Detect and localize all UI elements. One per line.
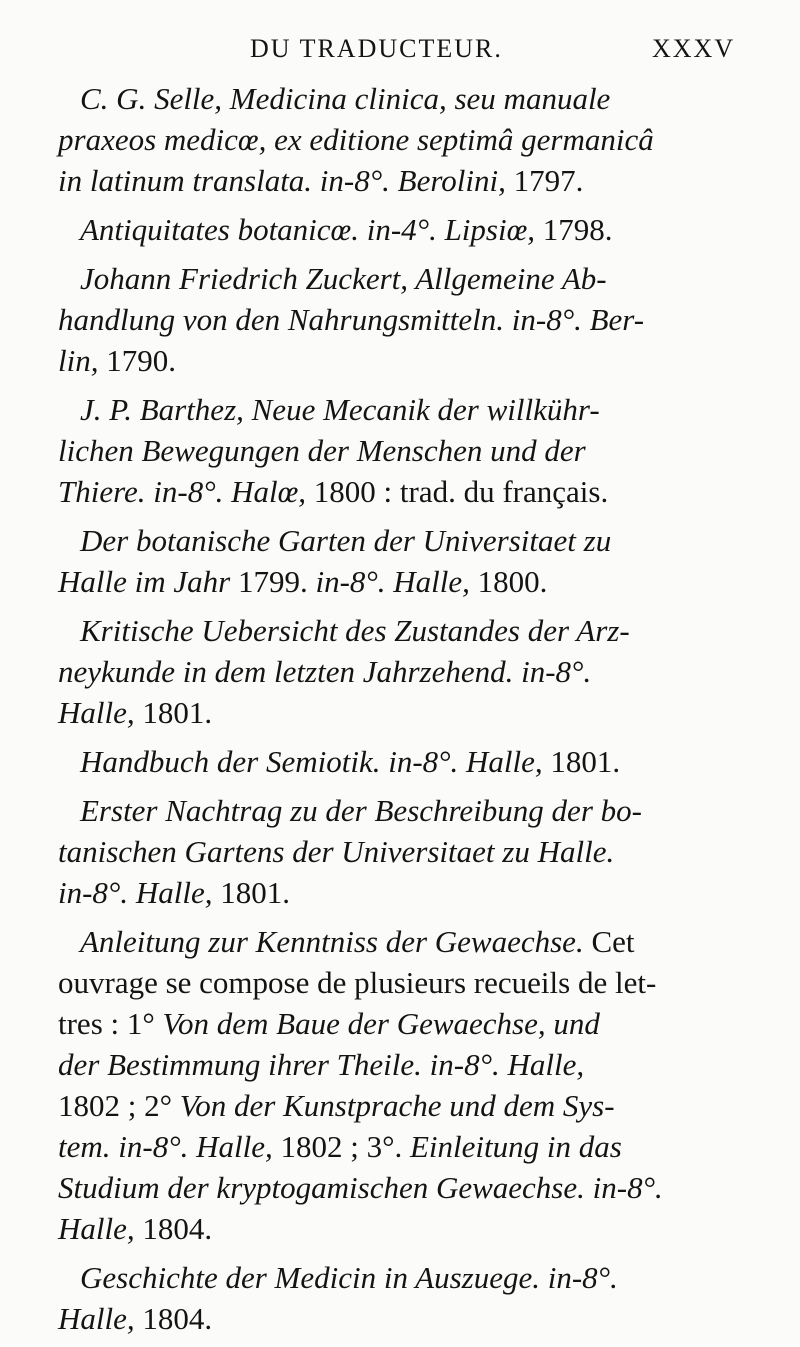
running-header [0, 34, 800, 64]
roman-text: 1797. [513, 163, 584, 198]
running-title: DU TRADUCTEUR. [250, 34, 503, 63]
bibliography-entry [58, 741, 758, 782]
italic-text: Von der Kunstprache und dem Sys- [179, 1088, 615, 1123]
italic-text: Von dem Baue der Gewaechse, und [162, 1006, 600, 1041]
italic-text: Einleitung in das [409, 1129, 622, 1164]
entry-line [58, 299, 758, 340]
roman-text: 1801. [550, 744, 621, 779]
entry-line [58, 1208, 758, 1249]
bibliography-entry [58, 921, 758, 1249]
italic-text: Handbuch der Semiotik. in-8°. Halle, [80, 744, 551, 779]
bibliography-entry [58, 389, 758, 512]
italic-text: tanischen Gartens der Universitaet zu Halle. [58, 834, 615, 869]
roman-text: 1800 : trad. du français. [313, 474, 609, 509]
bibliography-entry [58, 78, 758, 201]
italic-text: der Bestimmung ihrer Theile. in-8°. Halle, [58, 1047, 585, 1082]
entry-line [58, 831, 758, 872]
bibliography-list [58, 78, 758, 1347]
bibliography-entry [58, 610, 758, 733]
bibliography-entry [58, 258, 758, 381]
entry-line [58, 1257, 758, 1298]
entry-line [58, 1003, 758, 1044]
italic-text: Halle, [58, 1211, 143, 1246]
italic-text: in-8°. Halle, [58, 875, 221, 910]
entry-line [58, 741, 758, 782]
entry-line [58, 1167, 758, 1208]
roman-text: 1798. [542, 212, 613, 247]
italic-text: Der botanische Garten der Universitaet zu [80, 523, 612, 558]
entry-line [58, 692, 758, 733]
bibliography-entry [58, 520, 758, 602]
entry-line [58, 1085, 758, 1126]
italic-text: Erster Nachtrag zu der Beschreibung der bo- [80, 793, 642, 828]
roman-text: 1801. [220, 875, 290, 910]
entry-line [58, 962, 758, 1003]
italic-text: praxeos medicœ, ex editione septimâ germanicâ [58, 122, 654, 157]
entry-line [58, 561, 758, 602]
roman-text: 1802 ; 3°. [280, 1129, 410, 1164]
italic-text: J. P. Barthez, Neue Mecanik der willkühr- [80, 392, 600, 427]
italic-text: in-8°. Halle, [315, 564, 478, 599]
italic-text: lichen Bewegungen der Menschen und der [58, 433, 586, 468]
entry-line [58, 651, 758, 692]
bibliography-entry [58, 790, 758, 913]
entry-line [58, 1044, 758, 1085]
entry-line [58, 78, 758, 119]
entry-line [58, 471, 758, 512]
italic-text: lin, [58, 343, 107, 378]
entry-line [58, 209, 758, 250]
entry-line [58, 258, 758, 299]
entry-line [58, 790, 758, 831]
italic-text: Johann Friedrich Zuckert, Allgemeine Ab- [80, 261, 607, 296]
italic-text: tem. in-8°. Halle, [58, 1129, 281, 1164]
entry-line [58, 921, 758, 962]
italic-text: handlung von den Nahrungsmitteln. in-8°. Ber- [58, 302, 645, 337]
roman-text: 1799. [237, 564, 316, 599]
entry-line [58, 430, 758, 471]
entry-line [58, 872, 758, 913]
italic-text: Halle im Jahr [58, 564, 238, 599]
bibliography-entry [58, 209, 758, 250]
italic-text: neykunde in dem letzten Jahrzehend. in-8°. [58, 654, 592, 689]
italic-text: Anleitung zur Kenntniss der Gewaechse. [80, 924, 592, 959]
entry-line [58, 389, 758, 430]
roman-text: 1804. [142, 1301, 213, 1336]
roman-text: 1802 ; 2° [58, 1088, 180, 1123]
roman-text: Cet [591, 924, 635, 959]
italic-text: Halle, [58, 1301, 143, 1336]
entry-line [58, 340, 758, 381]
roman-text: ouvrage se compose de plusieurs recueils de let- [58, 965, 657, 1000]
italic-text: Thiere. in-8°. Halœ, [58, 474, 314, 509]
entry-line [58, 610, 758, 651]
italic-text: Studium der kryptogamischen Gewaechse. in-8°. [58, 1170, 663, 1205]
entry-line [58, 1126, 758, 1167]
entry-line [58, 119, 758, 160]
italic-text: Geschichte der Medicin in Auszuege. in-8°. [80, 1260, 618, 1295]
roman-text: 1801. [142, 695, 213, 730]
italic-text: in latinum translata. in-8°. Berolini, [58, 163, 514, 198]
roman-text: tres : 1° [58, 1006, 163, 1041]
entry-line [58, 160, 758, 201]
entry-line [58, 1298, 758, 1339]
italic-text: Kritische Uebersicht des Zustandes der Arz- [80, 613, 630, 648]
italic-text: C. G. Selle, Medicina clinica, seu manuale [80, 81, 611, 116]
roman-text: 1800. [477, 564, 548, 599]
roman-text: 1790. [106, 343, 176, 378]
bibliography-entry [58, 1257, 758, 1339]
entry-line [58, 520, 758, 561]
italic-text: Antiquitates botanicœ. in-4°. Lipsiœ, [80, 212, 543, 247]
page-number: XXXV [652, 34, 736, 63]
italic-text: Halle, [58, 695, 143, 730]
roman-text: 1804. [142, 1211, 213, 1246]
